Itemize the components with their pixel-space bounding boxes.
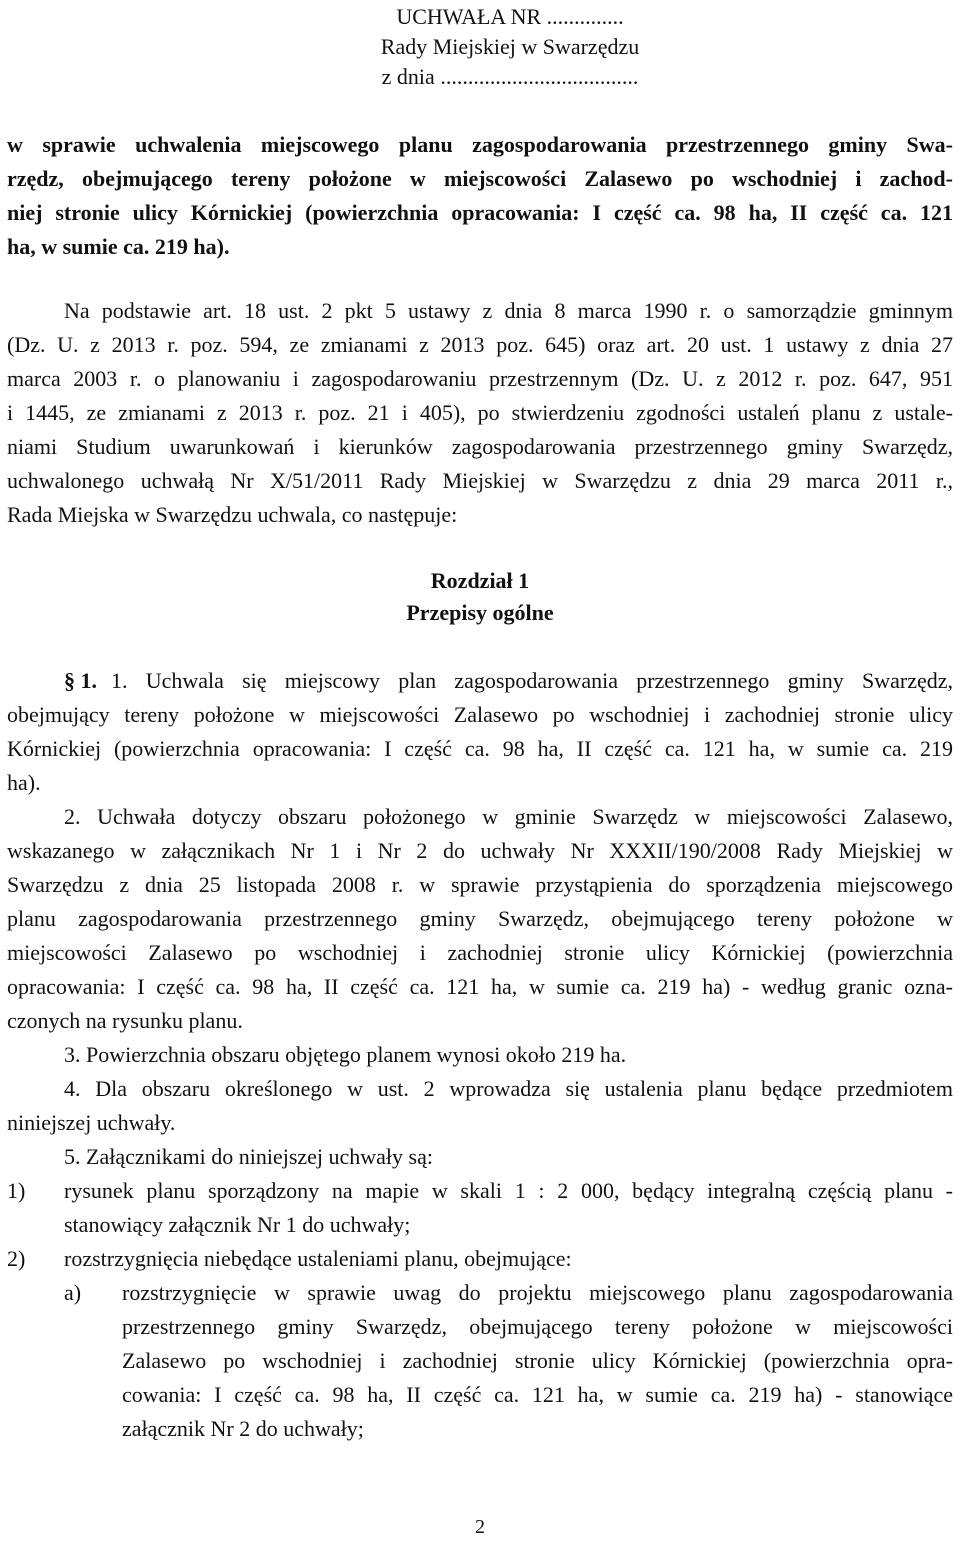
council-name: Rady Miejskiej w Swarzędzu bbox=[380, 34, 640, 59]
sub-item-line: rozstrzygnięcie w sprawie uwag do projektu miejscowego planu zagospodarowania bbox=[122, 1280, 953, 1305]
sub-item-line: załącznik Nr 2 do uchwały; bbox=[122, 1416, 364, 1441]
paragraph-line: 2. Uchwała dotyczy obszaru położonego w gminie Swarzędz w miejscowości Zalasewo, bbox=[64, 804, 953, 829]
preamble-line: Na podstawie art. 18 ust. 2 pkt 5 ustawy z dnia 8 marca 1990 r. o samorządzie gminnym bbox=[64, 298, 953, 323]
sub-item-line: przestrzennego gminy Swarzędz, obejmującego tereny położone w miejscowości bbox=[122, 1314, 953, 1339]
paragraph-line: ha). bbox=[7, 770, 41, 795]
subject-line: rzędz, obejmującego tereny położone w miejscowości Zalasewo po wschodniej i zachod- bbox=[7, 166, 953, 191]
sub-item-number: a) bbox=[64, 1280, 82, 1305]
paragraph-line: 4. Dla obszaru określonego w ust. 2 wprowadza się ustalenia planu będące przedmiotem bbox=[64, 1076, 953, 1101]
section-mark: § 1. bbox=[64, 668, 97, 693]
paragraph-line: 3. Powierzchnia obszaru objętego planem wynosi około 219 ha. bbox=[64, 1042, 627, 1067]
resolution-title: UCHWAŁA NR .............. bbox=[396, 4, 624, 29]
preamble-line: uchwalonego uchwałą Nr X/51/2011 Rady Miejskiej w Swarzędzu z dnia 29 marca 2011 r., bbox=[7, 468, 953, 493]
preamble-line: niami Studium uwarunkowań i kierunków zagospodarowania przestrzennego gminy Swarzędz, bbox=[7, 434, 953, 459]
list-item-line: rozstrzygnięcia niebędące ustaleniami planu, obejmujące: bbox=[64, 1246, 572, 1271]
paragraph-line: 1. Uchwala się miejscowy plan zagospodarowania przestrzennego gminy Swarzędz, bbox=[111, 668, 953, 693]
chapter-number: Rozdział 1 bbox=[430, 568, 530, 593]
resolution-date: z dnia .................................... bbox=[381, 64, 639, 89]
paragraph-line: miejscowości Zalasewo po wschodniej i zachodniej stronie ulicy Kórnickiej (powierzchnia bbox=[7, 940, 953, 965]
list-item-line: rysunek planu sporządzony na mapie w skali 1 : 2 000, będący integralną częścią planu - bbox=[64, 1178, 953, 1203]
preamble-line: i 1445, ze zmianami z 2013 r. poz. 21 i 405), po stwierdzeniu zgodności ustaleń planu z ustale- bbox=[7, 400, 953, 425]
preamble-line: (Dz. U. z 2013 r. poz. 594, ze zmianami z 2013 poz. 645) oraz art. 20 ust. 1 ustawy z dnia 27 bbox=[7, 332, 953, 357]
list-item-number: 1) bbox=[7, 1178, 26, 1203]
paragraph-line: obejmujący tereny położone w miejscowości Zalasewo po wschodniej i zachodniej stronie ulicy bbox=[7, 702, 953, 727]
paragraph-line: Swarzędzu z dnia 25 listopada 2008 r. w sprawie przystąpienia do sporządzenia miejscowego bbox=[7, 872, 953, 897]
preamble-line: marca 2003 r. o planowaniu i zagospodarowaniu przestrzennym (Dz. U. z 2012 r. poz. 647, 951 bbox=[7, 366, 953, 391]
paragraph-line: Kórnickiej (powierzchnia opracowania: I część ca. 98 ha, II część ca. 121 ha, w sumie ca. 219 bbox=[7, 736, 953, 761]
subject-line: niej stronie ulicy Kórnickiej (powierzchnia opracowania: I część ca. 98 ha, II część ca. 121 bbox=[7, 200, 953, 225]
paragraph-line: niniejszej uchwały. bbox=[7, 1110, 176, 1135]
preamble-line: Rada Miejska w Swarzędzu uchwala, co następuje: bbox=[7, 502, 458, 527]
sub-item-line: Zalasewo po wschodniej i zachodniej stronie ulicy Kórnickiej (powierzchnia opra- bbox=[122, 1348, 953, 1373]
list-item-line: stanowiący załącznik Nr 1 do uchwały; bbox=[64, 1212, 411, 1237]
paragraph-line: wskazanego w załącznikach Nr 1 i Nr 2 do uchwały Nr XXXII/190/2008 Rady Miejskiej w bbox=[7, 838, 953, 863]
paragraph-line: planu zagospodarowania przestrzennego gminy Swarzędz, obejmującego tereny położone w bbox=[7, 906, 953, 931]
list-item-number: 2) bbox=[7, 1246, 26, 1271]
sub-item-line: cowania: I część ca. 98 ha, II część ca. 121 ha, w sumie ca. 219 ha) - stanowiące bbox=[122, 1382, 953, 1407]
chapter-title: Przepisy ogólne bbox=[406, 600, 554, 625]
paragraph-line: czonych na rysunku planu. bbox=[7, 1008, 243, 1033]
page-number: 2 bbox=[475, 1516, 485, 1538]
subject-line: w sprawie uchwalenia miejscowego planu zagospodarowania przestrzennego gminy Swa- bbox=[7, 132, 953, 157]
subject-line: ha, w sumie ca. 219 ha). bbox=[7, 234, 230, 259]
paragraph-line: 5. Załącznikami do niniejszej uchwały są: bbox=[64, 1144, 433, 1169]
paragraph-line: opracowania: I część ca. 98 ha, II część ca. 121 ha, w sumie ca. 219 ha) - według granic ozna- bbox=[7, 974, 953, 999]
